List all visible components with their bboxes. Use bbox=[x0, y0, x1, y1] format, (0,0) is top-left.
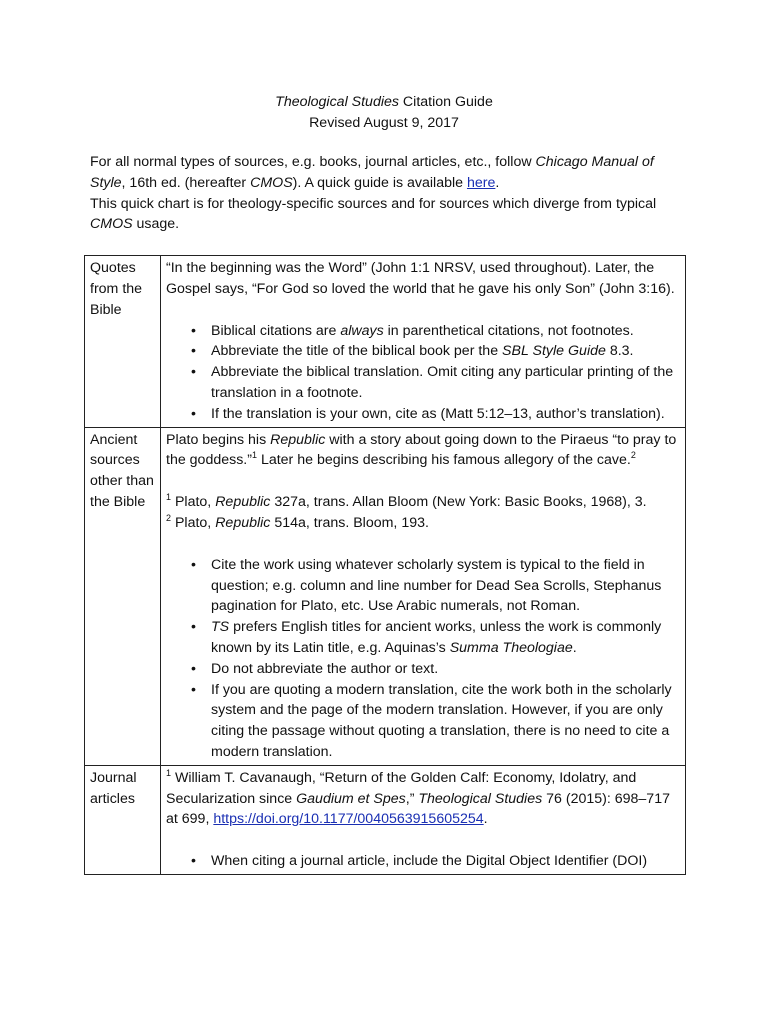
table-row-journal bbox=[85, 765, 686, 874]
footnote-ref-2: 2 bbox=[630, 450, 636, 461]
bullet-icon: • bbox=[191, 660, 196, 677]
table-row-ancient bbox=[85, 427, 686, 765]
list-item: • If you are quoting a modern translation, cite the work both in the scholarly system and the page of the modern translation. However, if you are only citing the passage without quoting a translation, there is no need to cite a modern translation. bbox=[191, 681, 672, 760]
ancient-rules-list bbox=[166, 555, 681, 763]
page-title: Theological Studies Citation Guide bbox=[275, 94, 493, 110]
intro-paragraph-1: For all normal types of sources, e.g. books, journal articles, etc., follow Chicago Manual of Style, 16th ed. (hereafter CMOS). A quick guide is available here. bbox=[90, 154, 654, 191]
list-item: • Biblical citations are always in parenthetical citations, not footnotes. bbox=[211, 321, 681, 342]
footnote-ref-1: 1 bbox=[251, 450, 257, 461]
doi-link[interactable]: https://doi.org/10.1177/0040563915605254 bbox=[213, 811, 484, 828]
list-item: • Do not abbreviate the author or text. bbox=[211, 659, 681, 680]
revision-date: Revised August 9, 2017 bbox=[309, 115, 459, 131]
bullet-icon: • bbox=[191, 853, 196, 870]
footnote-2: $^2$ Plato, Republic 514a, trans. Bloom, 193. bbox=[166, 512, 429, 531]
quick-guide-link[interactable]: here bbox=[466, 174, 496, 191]
bullet-icon: • bbox=[191, 619, 196, 636]
journal-rules-list bbox=[166, 851, 681, 872]
title-block bbox=[0, 92, 768, 134]
row-label-ancient: Ancient sources other than the Bible bbox=[85, 427, 161, 765]
ancient-example: Plato begins his Republic with a story about going down to the Piraeus “to pray to the goddess.”$^1$ Later he begins describing his famous allegory of the cave.$^2$ bbox=[166, 431, 677, 469]
row-content-ancient bbox=[161, 427, 686, 765]
table-row-bible bbox=[85, 256, 686, 428]
list-item: • When citing a journal article, include the Digital Object Identifier (DOI) bbox=[211, 851, 681, 872]
bible-example: “In the beginning was the Word” (John 1:1 NRSV, used throughout). Later, the Gospel says, “For God so loved the world that he gave his only Son” (John 3:16). bbox=[166, 260, 675, 297]
bullet-icon: • bbox=[191, 405, 196, 422]
list-item: • Abbreviate the title of the biblical book per the SBL Style Guide 8.3. bbox=[211, 341, 681, 362]
list-item: • Abbreviate the biblical translation. Omit citing any particular printing of the translation in a footnote. bbox=[191, 364, 674, 401]
footnote-1: $^1$ Plato, Republic 327a, trans. Allan Bloom (New York: Basic Books, 1968), 3. bbox=[166, 492, 647, 511]
list-item: • TS prefers English titles for ancient works, unless the work is commonly known by its Latin title, e.g. Aquinas’s Summa Theologiae. bbox=[191, 619, 662, 656]
bullet-icon: • bbox=[191, 556, 196, 573]
bullet-icon: • bbox=[191, 343, 196, 360]
bible-rules-list bbox=[166, 321, 681, 425]
citation-table bbox=[84, 255, 686, 875]
intro-section bbox=[90, 152, 690, 235]
list-item: • If the translation is your own, cite as (Matt 5:12–13, author’s translation). bbox=[211, 404, 681, 425]
bullet-icon: • bbox=[191, 364, 196, 381]
intro-paragraph-2: This quick chart is for theology-specific sources and for sources which diverge from typical CMOS usage. bbox=[90, 195, 657, 233]
row-content-journal bbox=[161, 765, 686, 874]
row-label-bible: Quotes from the Bible bbox=[85, 256, 161, 428]
bullet-icon: • bbox=[191, 322, 196, 339]
list-item: • Cite the work using whatever scholarly system is typical to the field in question; e.g. column and line number for Dead Sea Scrolls, Stephanus pagination for Plato, etc. Use Arabic numerals, not Roman. bbox=[191, 556, 662, 615]
row-content-bible bbox=[161, 256, 686, 428]
journal-footnote: $^1$ William T. Cavanaugh, “Return of the Golden Calf: Economy, Idolatry, and Secularization since Gaudium et Spes,” Theological Studies 76 (2015): 698–717 at 699, https://doi.org/10.1177/0040563915605254. bbox=[166, 767, 670, 828]
row-label-journal: Journal articles bbox=[85, 765, 161, 874]
bullet-icon: • bbox=[191, 681, 196, 698]
